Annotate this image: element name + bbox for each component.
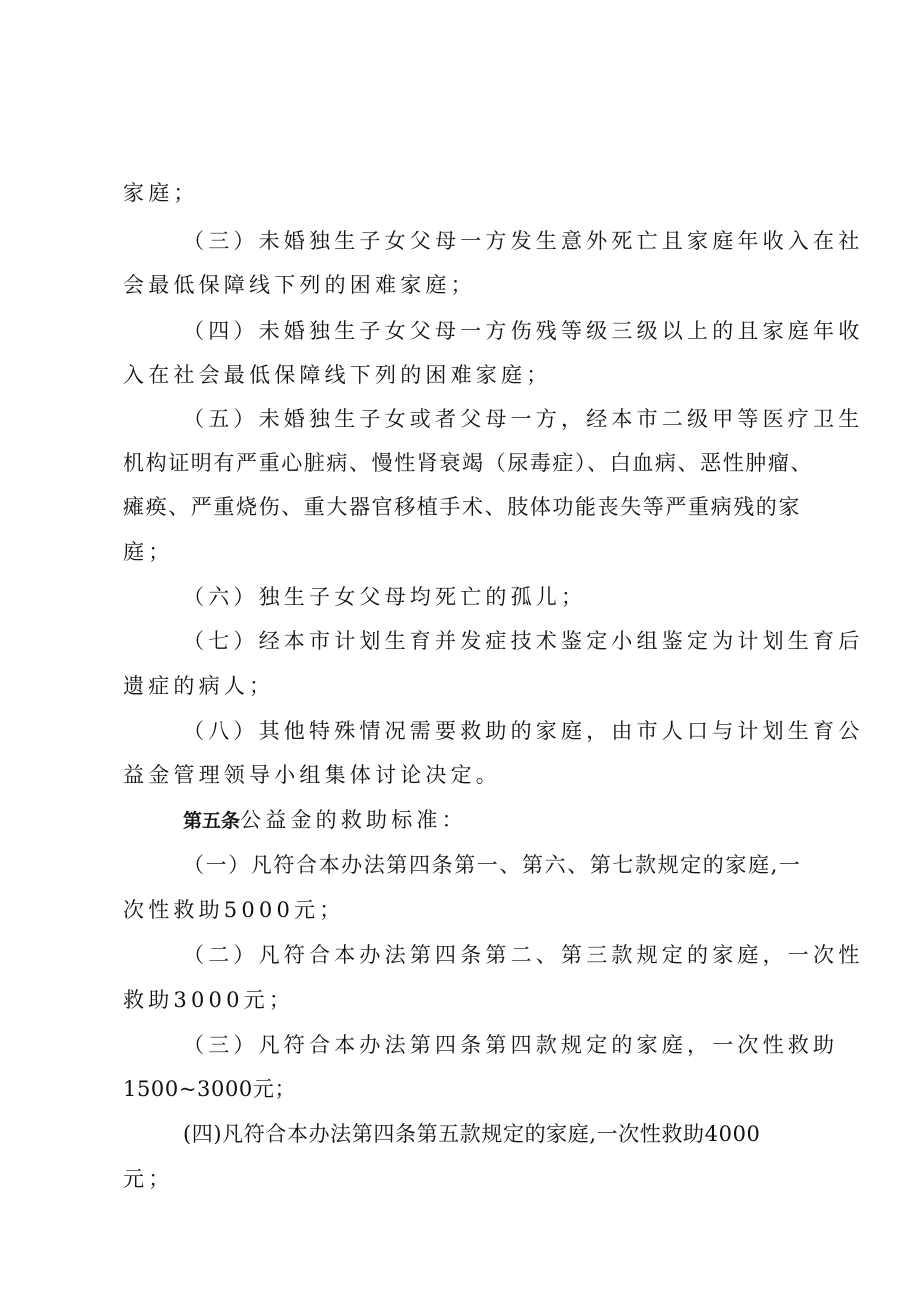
text-line-5: 入在社会最低保障线下列的困难家庭； [123,363,552,387]
text-line-14: 益金管理领导小组集体讨论决定。 [123,763,501,787]
text-line-21: 1500~3000元； [123,1077,297,1101]
text-line-7: 机构证明有严重心脏病、慢性肾衰竭（尿毒症）、白血病、恶性肿瘤、 [123,451,814,475]
text-line-16: （一）凡符合本办法第四条第一、第六、第七款规定的家庭,一 [183,853,802,877]
article-five-label: 第五条 [183,810,241,832]
text-line-13: （八）其他特殊情况需要救助的家庭，由市人口与计划生育公 [183,719,864,743]
text-line-8: 瘫痪、严重烧伤、重大器官移植手术、肢体功能丧失等严重病残的家 [123,495,801,519]
text-line-12: 遗症的病人； [123,674,275,698]
text-line-1: 家庭； [123,181,199,205]
article-five-title: 公益金的救助标准： [240,808,467,832]
text-line-17: 次性救助5000元； [123,898,345,922]
text-line-20: （三）凡符合本办法第四条第四款规定的家庭，一次性救助 [183,1033,839,1057]
text-line-3: 会最低保障线下列的困难家庭； [123,273,476,297]
article-five-heading [183,805,467,836]
text-line-22: (四)凡符合本办法第四条第五款规定的家庭,一次性救助4000 [183,1122,761,1146]
text-line-19: 救助3000元； [123,988,295,1012]
text-line-23: 元； [123,1167,174,1191]
text-line-6: （五）未婚独生子女或者父母一方，经本市二级甲等医疗卫生 [183,407,864,431]
text-line-18: （二）凡符合本办法第四条第二、第三款规定的家庭，一次性 [183,943,864,967]
text-line-2: （三）未婚独生子女父母一方发生意外死亡且家庭年收入在社 [183,229,864,253]
text-line-9: 庭； [123,540,174,564]
text-line-10: （六）独生子女父母均死亡的孤儿； [183,585,587,609]
text-line-11: （七）经本市计划生育并发症技术鉴定小组鉴定为计划生育后 [183,629,864,653]
text-line-4: （四）未婚独生子女父母一方伤残等级三级以上的且家庭年收 [183,319,864,343]
